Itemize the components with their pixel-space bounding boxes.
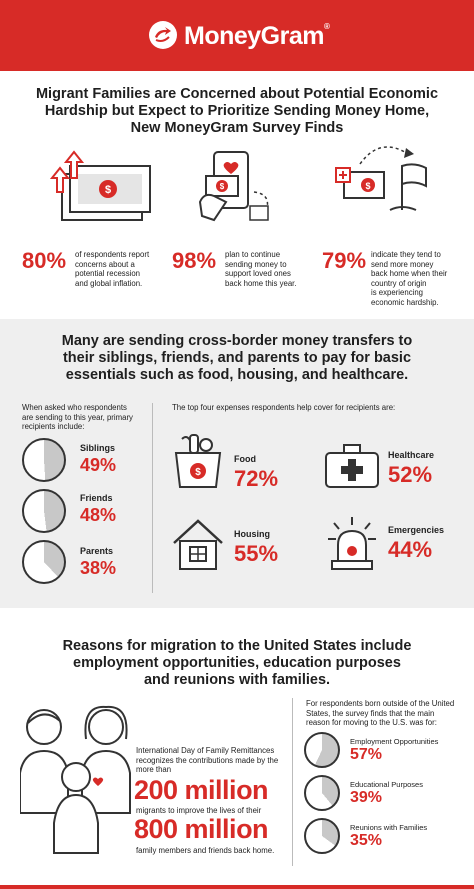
expense-label: Food bbox=[234, 454, 256, 464]
reason-pct: 39% bbox=[350, 789, 383, 806]
expense-label: Emergencies bbox=[388, 525, 445, 535]
svg-text:$: $ bbox=[219, 182, 225, 191]
recipient-pct: 49% bbox=[80, 455, 117, 475]
stat-pct: 80% bbox=[22, 248, 67, 273]
recipient-label: Friends bbox=[80, 493, 113, 503]
stat-text: of respondents report concerns about a potential recession and global inflation. bbox=[75, 250, 150, 288]
pie-parents bbox=[22, 540, 66, 584]
house-icon bbox=[170, 517, 226, 573]
expense-pct: 52% bbox=[388, 462, 433, 487]
family-text: family members and friends back home. bbox=[136, 846, 275, 855]
big-number-800m: 800 million bbox=[134, 814, 269, 844]
stat-pct: 79% bbox=[322, 248, 367, 273]
family-illustration-icon bbox=[20, 703, 136, 883]
section1-title: Migrant Families are Concerned about Potential Economic Hardship but Expect to Prioritize Sending Money Home, New MoneyGram Survey Finds bbox=[35, 86, 439, 136]
expense-label: Healthcare bbox=[388, 450, 435, 460]
pie-friends bbox=[22, 489, 66, 533]
expense-pct: 55% bbox=[234, 541, 279, 566]
idfr-text: International Day of Family Remittances recognizes the contributions made by the more than bbox=[136, 746, 279, 775]
stat-text: plan to continue sending money to support loved ones back home this year. bbox=[225, 250, 297, 288]
reason-pct: 57% bbox=[350, 746, 383, 763]
section2-panel bbox=[0, 319, 474, 608]
recipient-label: Parents bbox=[80, 546, 114, 556]
money-flag-icon bbox=[330, 140, 440, 230]
brand-logo bbox=[148, 18, 328, 54]
svg-text:$: $ bbox=[195, 467, 201, 478]
section2-title: Many are sending cross-border money transfers to their siblings, friends, and parents to pay for basic essentials such as food, housing, and healthcare. bbox=[61, 333, 413, 383]
pie-employment bbox=[304, 732, 340, 768]
section3-divider bbox=[292, 698, 293, 866]
moneygram-arrow-icon bbox=[148, 20, 178, 50]
big-number-200m: 200 million bbox=[134, 775, 269, 805]
svg-text:$: $ bbox=[365, 181, 371, 191]
footer-accent-bar bbox=[0, 885, 474, 889]
pie-reunions bbox=[304, 818, 340, 854]
recipient-label: Siblings bbox=[80, 443, 116, 453]
reason-label: Reunions with Families bbox=[350, 823, 428, 832]
reason-pct: 35% bbox=[350, 832, 383, 849]
reasons-intro: For respondents born outside of the United States, the survey finds that the main reason for moving to the U.S. was for: bbox=[306, 699, 455, 728]
expense-pct: 44% bbox=[388, 537, 433, 562]
svg-text:$: $ bbox=[104, 184, 112, 196]
alarm-light-icon bbox=[324, 515, 380, 575]
first-aid-kit-icon bbox=[324, 443, 380, 491]
reason-label: Educational Purposes bbox=[350, 780, 423, 789]
recipient-pct: 38% bbox=[80, 558, 117, 578]
section2-divider bbox=[152, 403, 153, 593]
expense-label: Housing bbox=[234, 529, 270, 539]
expense-pct: 72% bbox=[234, 466, 279, 491]
phone-money-icon bbox=[192, 142, 282, 232]
recipient-pct: 48% bbox=[80, 505, 117, 525]
reason-label: Employment Opportunities bbox=[350, 737, 439, 746]
stat-pct: 98% bbox=[172, 248, 217, 273]
pie-education bbox=[304, 775, 340, 811]
grocery-bag-icon bbox=[170, 431, 226, 491]
recipients-intro: When asked who respondents are sending to this year, primary recipients include: bbox=[22, 403, 133, 432]
section3-title: Reasons for migration to the United States include employment opportunities, education purposes and reunions with families. bbox=[62, 638, 412, 688]
header-banner bbox=[0, 0, 474, 71]
migrants-text: migrants to improve the lives of their bbox=[136, 806, 262, 815]
brand-name: MoneyGram® bbox=[184, 22, 330, 50]
stat-text: indicate they tend to send more money back home when their country of origin is experiencing economic hardship. bbox=[371, 250, 448, 307]
money-arrows-icon bbox=[38, 148, 168, 228]
pie-siblings bbox=[22, 438, 66, 482]
expenses-intro: The top four expenses respondents help cover for recipients are: bbox=[172, 403, 396, 412]
